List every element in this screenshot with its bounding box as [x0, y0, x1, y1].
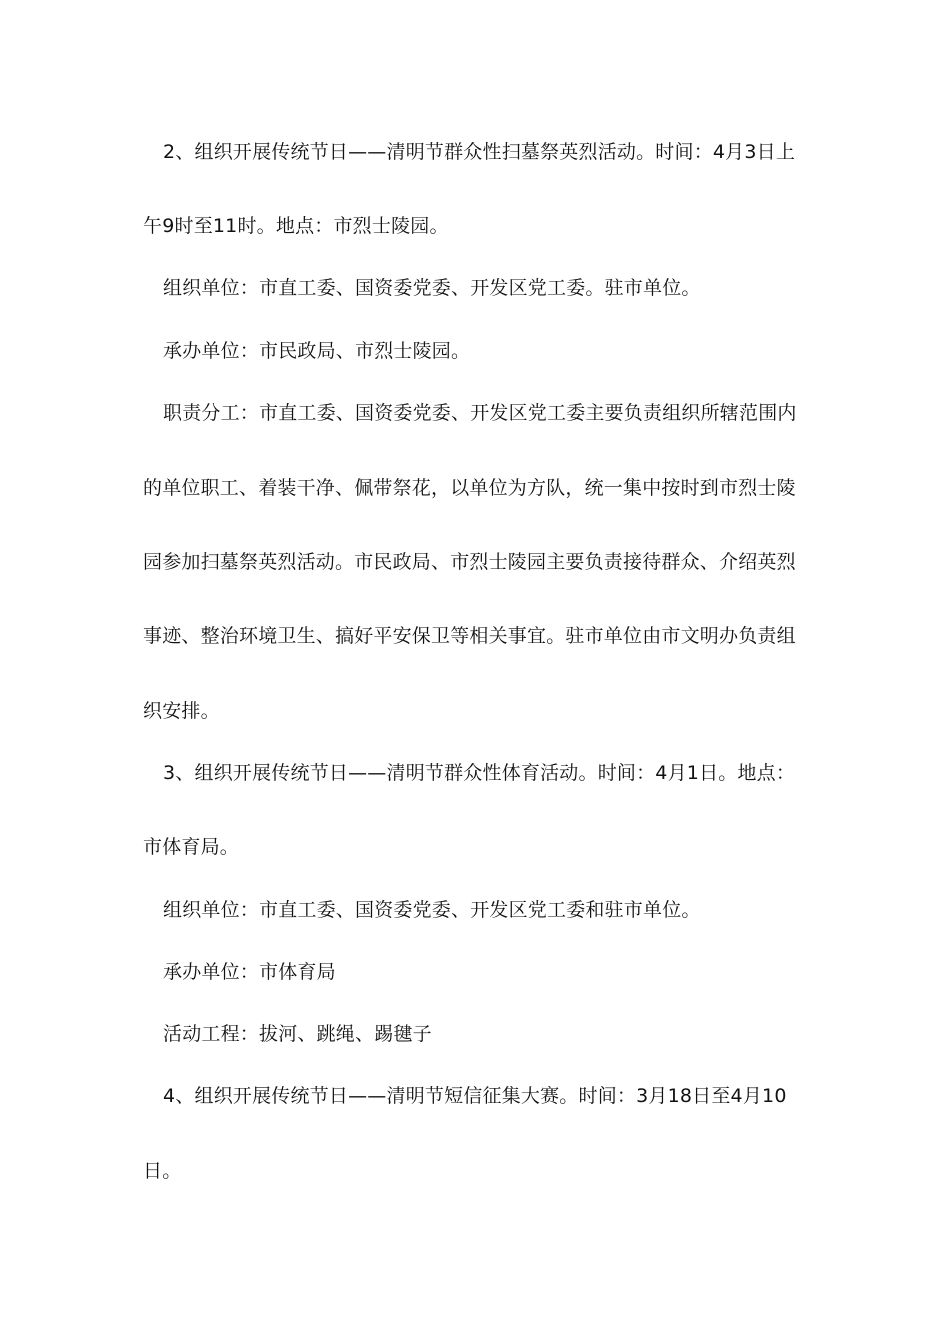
- paragraph-2-line-2: 午9时至11时。地点：市烈士陵园。: [143, 215, 449, 237]
- duties-line-1: 职责分工：市直工委、国资委党委、开发区党工委主要负责组织所辖范围内: [163, 402, 797, 424]
- activities-line: 活动工程：拔河、跳绳、踢毽子: [163, 1023, 432, 1045]
- paragraph-4-line-1: 4、组织开展传统节日——清明节短信征集大赛。时间：3月18日至4月10: [163, 1085, 787, 1107]
- duties-line-3: 园参加扫墓祭英烈活动。市民政局、市烈士陵园主要负责接待群众、介绍英烈: [143, 551, 796, 573]
- duties-line-5: 织安排。: [143, 700, 220, 722]
- host-line: 承办单位：市民政局、市烈士陵园。: [163, 340, 471, 362]
- organizer-line-2: 组织单位：市直工委、国资委党委、开发区党工委和驻市单位。: [163, 899, 701, 921]
- organizer-line: 组织单位：市直工委、国资委党委、开发区党工委。驻市单位。: [163, 277, 701, 299]
- paragraph-2-line-1: 2、组织开展传统节日——清明节群众性扫墓祭英烈活动。时间：4月3日上: [163, 141, 796, 163]
- paragraph-3-line-2: 市体育局。: [143, 836, 240, 858]
- paragraph-3-line-1: 3、组织开展传统节日——清明节群众性体育活动。时间：4月1日。地点：: [163, 762, 796, 784]
- duties-line-2: 的单位职工、着装干净、佩带祭花，以单位为方队，统一集中按时到市烈士陵: [143, 477, 796, 499]
- paragraph-4-line-2: 日。: [143, 1160, 182, 1182]
- duties-line-4: 事迹、整治环境卫生、搞好平安保卫等相关事宜。驻市单位由市文明办负责组: [143, 625, 796, 647]
- host-line-2: 承办单位：市体育局: [163, 961, 336, 983]
